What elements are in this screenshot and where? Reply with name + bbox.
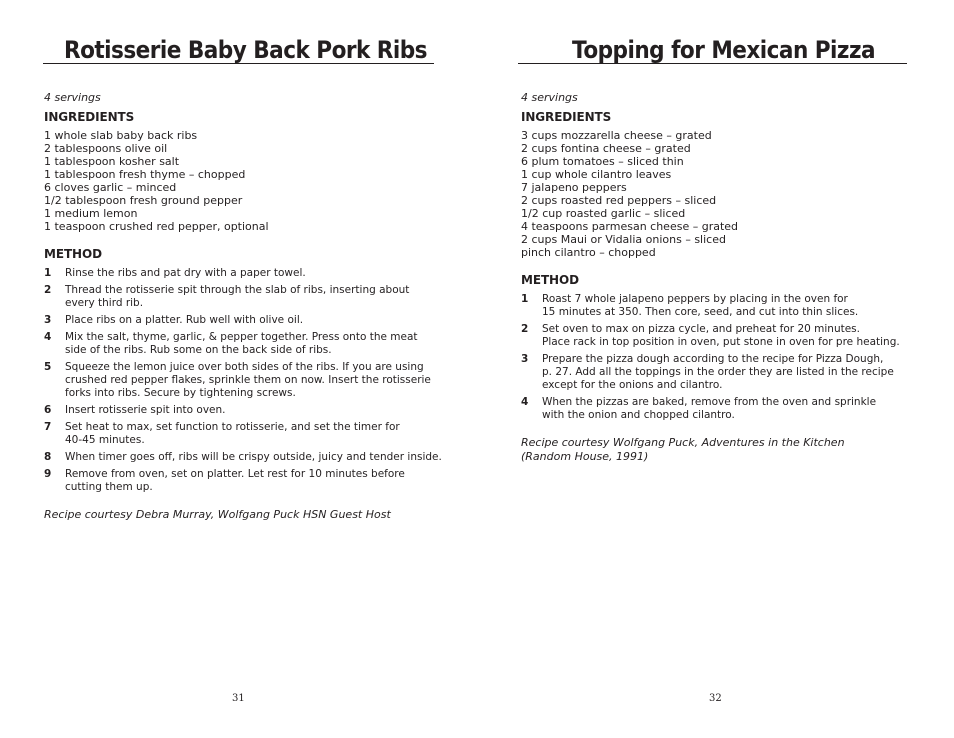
ingredients-list bbox=[521, 129, 921, 259]
method-step bbox=[44, 331, 444, 357]
method-step bbox=[44, 314, 444, 327]
recipe-credit: Recipe courtesy Wolfgang Puck, Adventures in the Kitchen (Random House, 1991) bbox=[521, 436, 845, 463]
method-step bbox=[44, 404, 444, 417]
ingredient-item: 4 teaspoons parmesan cheese – grated bbox=[521, 220, 739, 233]
ingredient-item: 6 cloves garlic – minced bbox=[44, 181, 177, 194]
step-text: Insert rotisserie spit into oven. bbox=[65, 404, 226, 416]
right-page bbox=[477, 0, 954, 738]
method-step bbox=[521, 293, 921, 319]
recipe-body bbox=[521, 91, 921, 464]
ingredients-heading: INGREDIENTS bbox=[44, 110, 135, 124]
ingredient-item: 2 cups roasted red peppers – sliced bbox=[521, 194, 717, 207]
method-steps bbox=[521, 293, 921, 422]
method-heading: METHOD bbox=[521, 273, 579, 287]
page-number: 31 bbox=[232, 693, 245, 704]
step-text: Roast 7 whole jalapeno peppers by placing in the oven for 15 minutes at 350. Then core, seed, and cut into thin slices. bbox=[542, 293, 859, 318]
step-number: 2 bbox=[44, 284, 52, 296]
step-text: When timer goes off, ribs will be crispy outside, juicy and tender inside. bbox=[65, 451, 442, 463]
ingredient-item: 1 whole slab baby back ribs bbox=[44, 129, 198, 142]
step-text: Place ribs on a platter. Rub well with olive oil. bbox=[65, 314, 304, 326]
page-number: 32 bbox=[709, 693, 722, 704]
ingredient-item: 1 cup whole cilantro leaves bbox=[521, 168, 672, 181]
ingredient-item: 2 cups fontina cheese – grated bbox=[521, 142, 691, 155]
method-step bbox=[44, 451, 444, 464]
ingredient-item: 6 plum tomatoes – sliced thin bbox=[521, 155, 684, 168]
method-step bbox=[521, 396, 921, 422]
method-step bbox=[44, 361, 444, 400]
step-number: 1 bbox=[521, 293, 529, 305]
method-step bbox=[44, 468, 444, 494]
ingredient-item: 1/2 tablespoon fresh ground pepper bbox=[44, 194, 243, 207]
recipe-body bbox=[44, 91, 444, 522]
ingredient-item: 2 cups Maui or Vidalia onions – sliced bbox=[521, 233, 726, 246]
step-number: 5 bbox=[44, 361, 52, 373]
step-number: 8 bbox=[44, 451, 52, 463]
step-text: Squeeze the lemon juice over both sides of the ribs. If you are using crushed red pepper flakes, sprinkle them on now. Insert the rotisserie forks into ribs. Secure by tightening screws. bbox=[65, 361, 431, 399]
method-steps bbox=[44, 267, 444, 494]
method-step bbox=[521, 323, 921, 349]
recipe-credit: Recipe courtesy Debra Murray, Wolfgang Puck HSN Guest Host bbox=[44, 508, 391, 521]
step-text: Mix the salt, thyme, garlic, & pepper together. Press onto the meat side of the ribs. Rub some on the back side of ribs. bbox=[65, 331, 418, 356]
ingredient-item: 2 tablespoons olive oil bbox=[44, 142, 168, 155]
step-number: 1 bbox=[44, 267, 52, 279]
ingredient-item: 1 medium lemon bbox=[44, 207, 138, 220]
ingredient-item: 1 teaspoon crushed red pepper, optional bbox=[44, 220, 269, 233]
step-number: 4 bbox=[521, 396, 529, 408]
ingredients-list bbox=[44, 129, 444, 233]
step-number: 9 bbox=[44, 468, 52, 480]
ingredients-heading: INGREDIENTS bbox=[521, 110, 612, 124]
step-number: 2 bbox=[521, 323, 529, 335]
step-number: 6 bbox=[44, 404, 52, 416]
method-heading: METHOD bbox=[44, 247, 102, 261]
step-text: Set heat to max, set function to rotisserie, and set the timer for 40-45 minutes. bbox=[65, 421, 400, 446]
step-number: 3 bbox=[44, 314, 52, 326]
step-text: Rinse the ribs and pat dry with a paper towel. bbox=[65, 267, 306, 279]
ingredient-item: 7 jalapeno peppers bbox=[521, 181, 627, 194]
step-number: 4 bbox=[44, 331, 52, 343]
ingredient-item: 1 tablespoon fresh thyme – chopped bbox=[44, 168, 246, 181]
method-step bbox=[44, 421, 444, 447]
ingredient-item: 1/2 cup roasted garlic – sliced bbox=[521, 207, 686, 220]
step-text: Thread the rotisserie spit through the slab of ribs, inserting about every third rib. bbox=[65, 284, 410, 309]
title-underline bbox=[518, 63, 907, 64]
step-number: 3 bbox=[521, 353, 529, 365]
step-text: When the pizzas are baked, remove from the oven and sprinkle with the onion and chopped cilantro. bbox=[542, 396, 877, 421]
step-number: 7 bbox=[44, 421, 52, 433]
recipe-title: Rotisserie Baby Back Pork Ribs bbox=[64, 36, 427, 64]
method-step bbox=[44, 284, 444, 310]
step-text: Prepare the pizza dough according to the recipe for Pizza Dough, p. 27. Add all the toppings in the order they are listed in the recipe except for the onions and cilantro. bbox=[542, 353, 894, 391]
recipe-title: Topping for Mexican Pizza bbox=[572, 36, 876, 64]
method-step bbox=[44, 267, 444, 280]
step-text: Remove from oven, set on platter. Let rest for 10 minutes before cutting them up. bbox=[65, 468, 405, 493]
method-step bbox=[521, 353, 921, 392]
servings: 4 servings bbox=[44, 91, 101, 104]
servings: 4 servings bbox=[521, 91, 578, 104]
ingredient-item: pinch cilantro – chopped bbox=[521, 246, 656, 259]
ingredient-item: 3 cups mozzarella cheese – grated bbox=[521, 129, 712, 142]
title-underline bbox=[43, 63, 434, 64]
ingredient-item: 1 tablespoon kosher salt bbox=[44, 155, 180, 168]
step-text: Set oven to max on pizza cycle, and preheat for 20 minutes. Place rack in top position in oven, put stone in oven for pre heating. bbox=[542, 323, 900, 348]
